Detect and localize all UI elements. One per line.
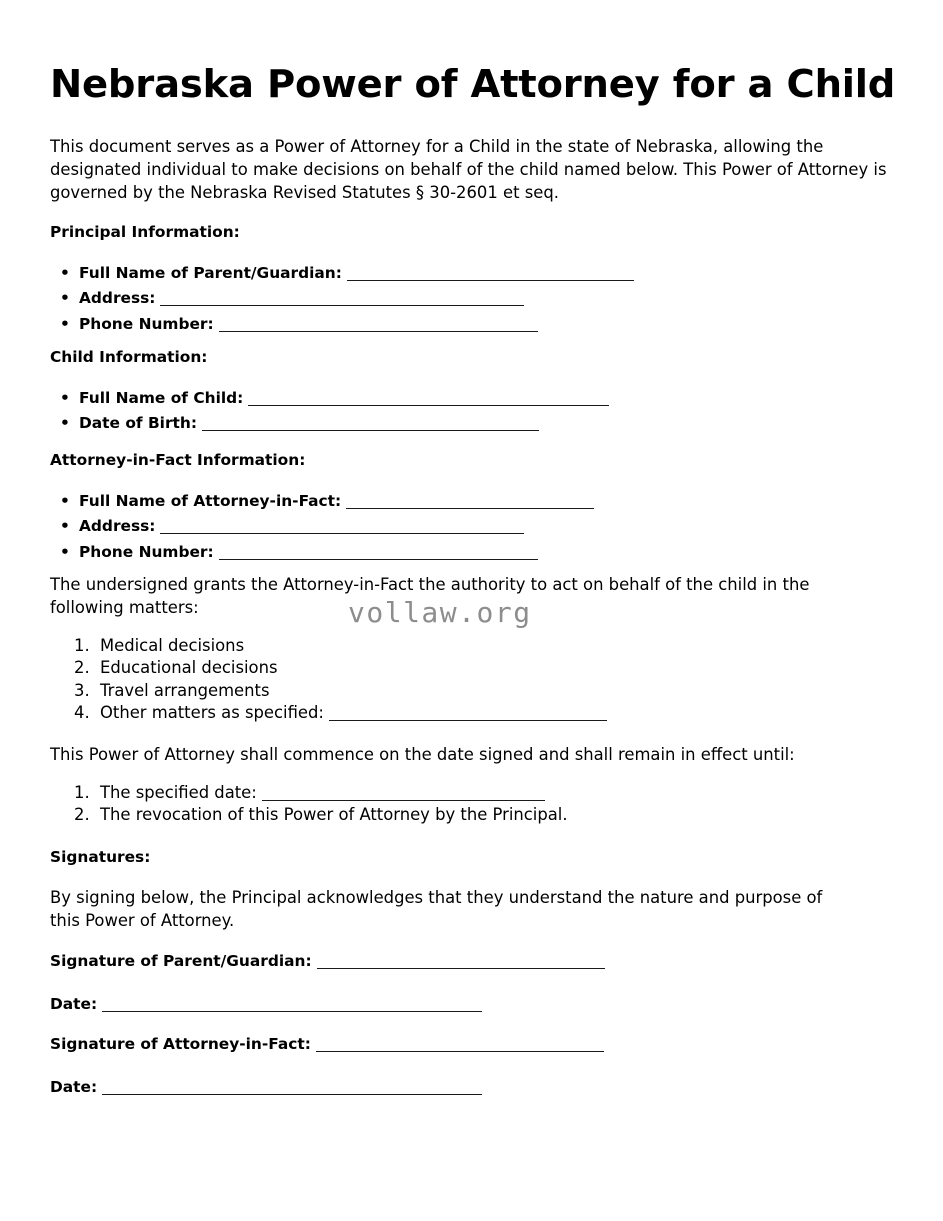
signature-row-attorney-in-fact (50, 1033, 604, 1055)
list-item (74, 635, 607, 657)
date-blank[interactable] (102, 1094, 482, 1095)
acknowledgement-paragraph: By signing below, the Principal acknowledges that they understand the nature and purpose of this Power of Attorney. (50, 888, 823, 931)
field-label: Full Name of Attorney-in-Fact: (79, 492, 342, 510)
field-blank[interactable] (262, 800, 545, 801)
intro-paragraph: This document serves as a Power of Attorney for a Child in the state of Nebraska, allowing the designated individual to make decisions on behalf of the child named below. This Power of Attorney is governed by the Nebraska Revised Statutes § 30-2601 et seq. (50, 137, 887, 203)
field-blank[interactable] (248, 405, 609, 406)
field-blank[interactable] (329, 720, 607, 721)
field-label: Address: (79, 517, 156, 536)
field-row (50, 514, 594, 539)
field-blank[interactable] (202, 430, 539, 431)
field-row (50, 411, 609, 436)
signature-blank[interactable] (316, 1051, 604, 1052)
signature-date-row-parent-guardian (50, 993, 482, 1015)
field-blank[interactable] (347, 280, 634, 281)
field-row (50, 386, 609, 411)
signature-row-parent-guardian (50, 950, 605, 972)
duration-intro-paragraph: This Power of Attorney shall commence on the date signed and shall remain in effect until: (50, 745, 795, 764)
field-blank[interactable] (219, 331, 538, 332)
list-item-label: Medical decisions (100, 636, 245, 655)
field-row (50, 312, 634, 337)
list-item-label: Educational decisions (100, 658, 278, 678)
authority-intro-paragraph: The undersigned grants the Attorney-in-Fact the authority to act on behalf of the child in the following matters: (50, 575, 810, 618)
section-heading-signatures: Signatures: (50, 848, 151, 866)
list-item (74, 782, 568, 804)
section-heading-attorney-in-fact: Attorney-in-Fact Information: (50, 451, 306, 469)
signature-blank[interactable] (317, 968, 605, 969)
list-item (74, 680, 607, 702)
field-blank[interactable] (160, 305, 524, 306)
field-row (50, 261, 634, 286)
section-heading-child: Child Information: (50, 348, 208, 366)
field-row (50, 489, 594, 514)
field-label: Date of Birth: (79, 414, 198, 433)
field-label: Full Name of Child: (79, 389, 244, 407)
field-blank[interactable] (160, 533, 524, 534)
attorney-in-fact-field-list (50, 489, 594, 565)
list-item-label: The specified date: (100, 783, 257, 802)
page-title: Nebraska Power of Attorney for a Child (50, 62, 896, 107)
signature-label: Signature of Attorney-in-Fact: (50, 1035, 311, 1053)
field-row (50, 286, 634, 311)
date-blank[interactable] (102, 1011, 482, 1012)
field-label: Address: (79, 289, 156, 308)
child-field-list (50, 386, 609, 437)
field-blank[interactable] (219, 559, 538, 560)
signature-date-row-attorney-in-fact (50, 1076, 482, 1098)
list-item-label: The revocation of this Power of Attorney by the Principal. (100, 805, 568, 825)
list-item (74, 804, 568, 826)
list-item (74, 657, 607, 679)
section-heading-principal: Principal Information: (50, 223, 240, 241)
duration-list (74, 782, 568, 827)
signature-label: Signature of Parent/Guardian: (50, 952, 312, 970)
authority-list (74, 635, 607, 725)
date-label: Date: (50, 995, 98, 1013)
field-label: Phone Number: (79, 542, 214, 561)
field-label: Full Name of Parent/Guardian: (79, 264, 342, 282)
site-watermark: vollaw.org (348, 596, 532, 629)
list-item (74, 702, 607, 724)
field-blank[interactable] (346, 508, 594, 509)
list-item-label: Travel arrangements (100, 680, 270, 700)
field-label: Phone Number: (79, 314, 214, 333)
field-row (50, 540, 594, 565)
principal-field-list (50, 261, 634, 337)
date-label: Date: (50, 1078, 98, 1096)
list-item-label: Other matters as specified: (100, 703, 324, 723)
